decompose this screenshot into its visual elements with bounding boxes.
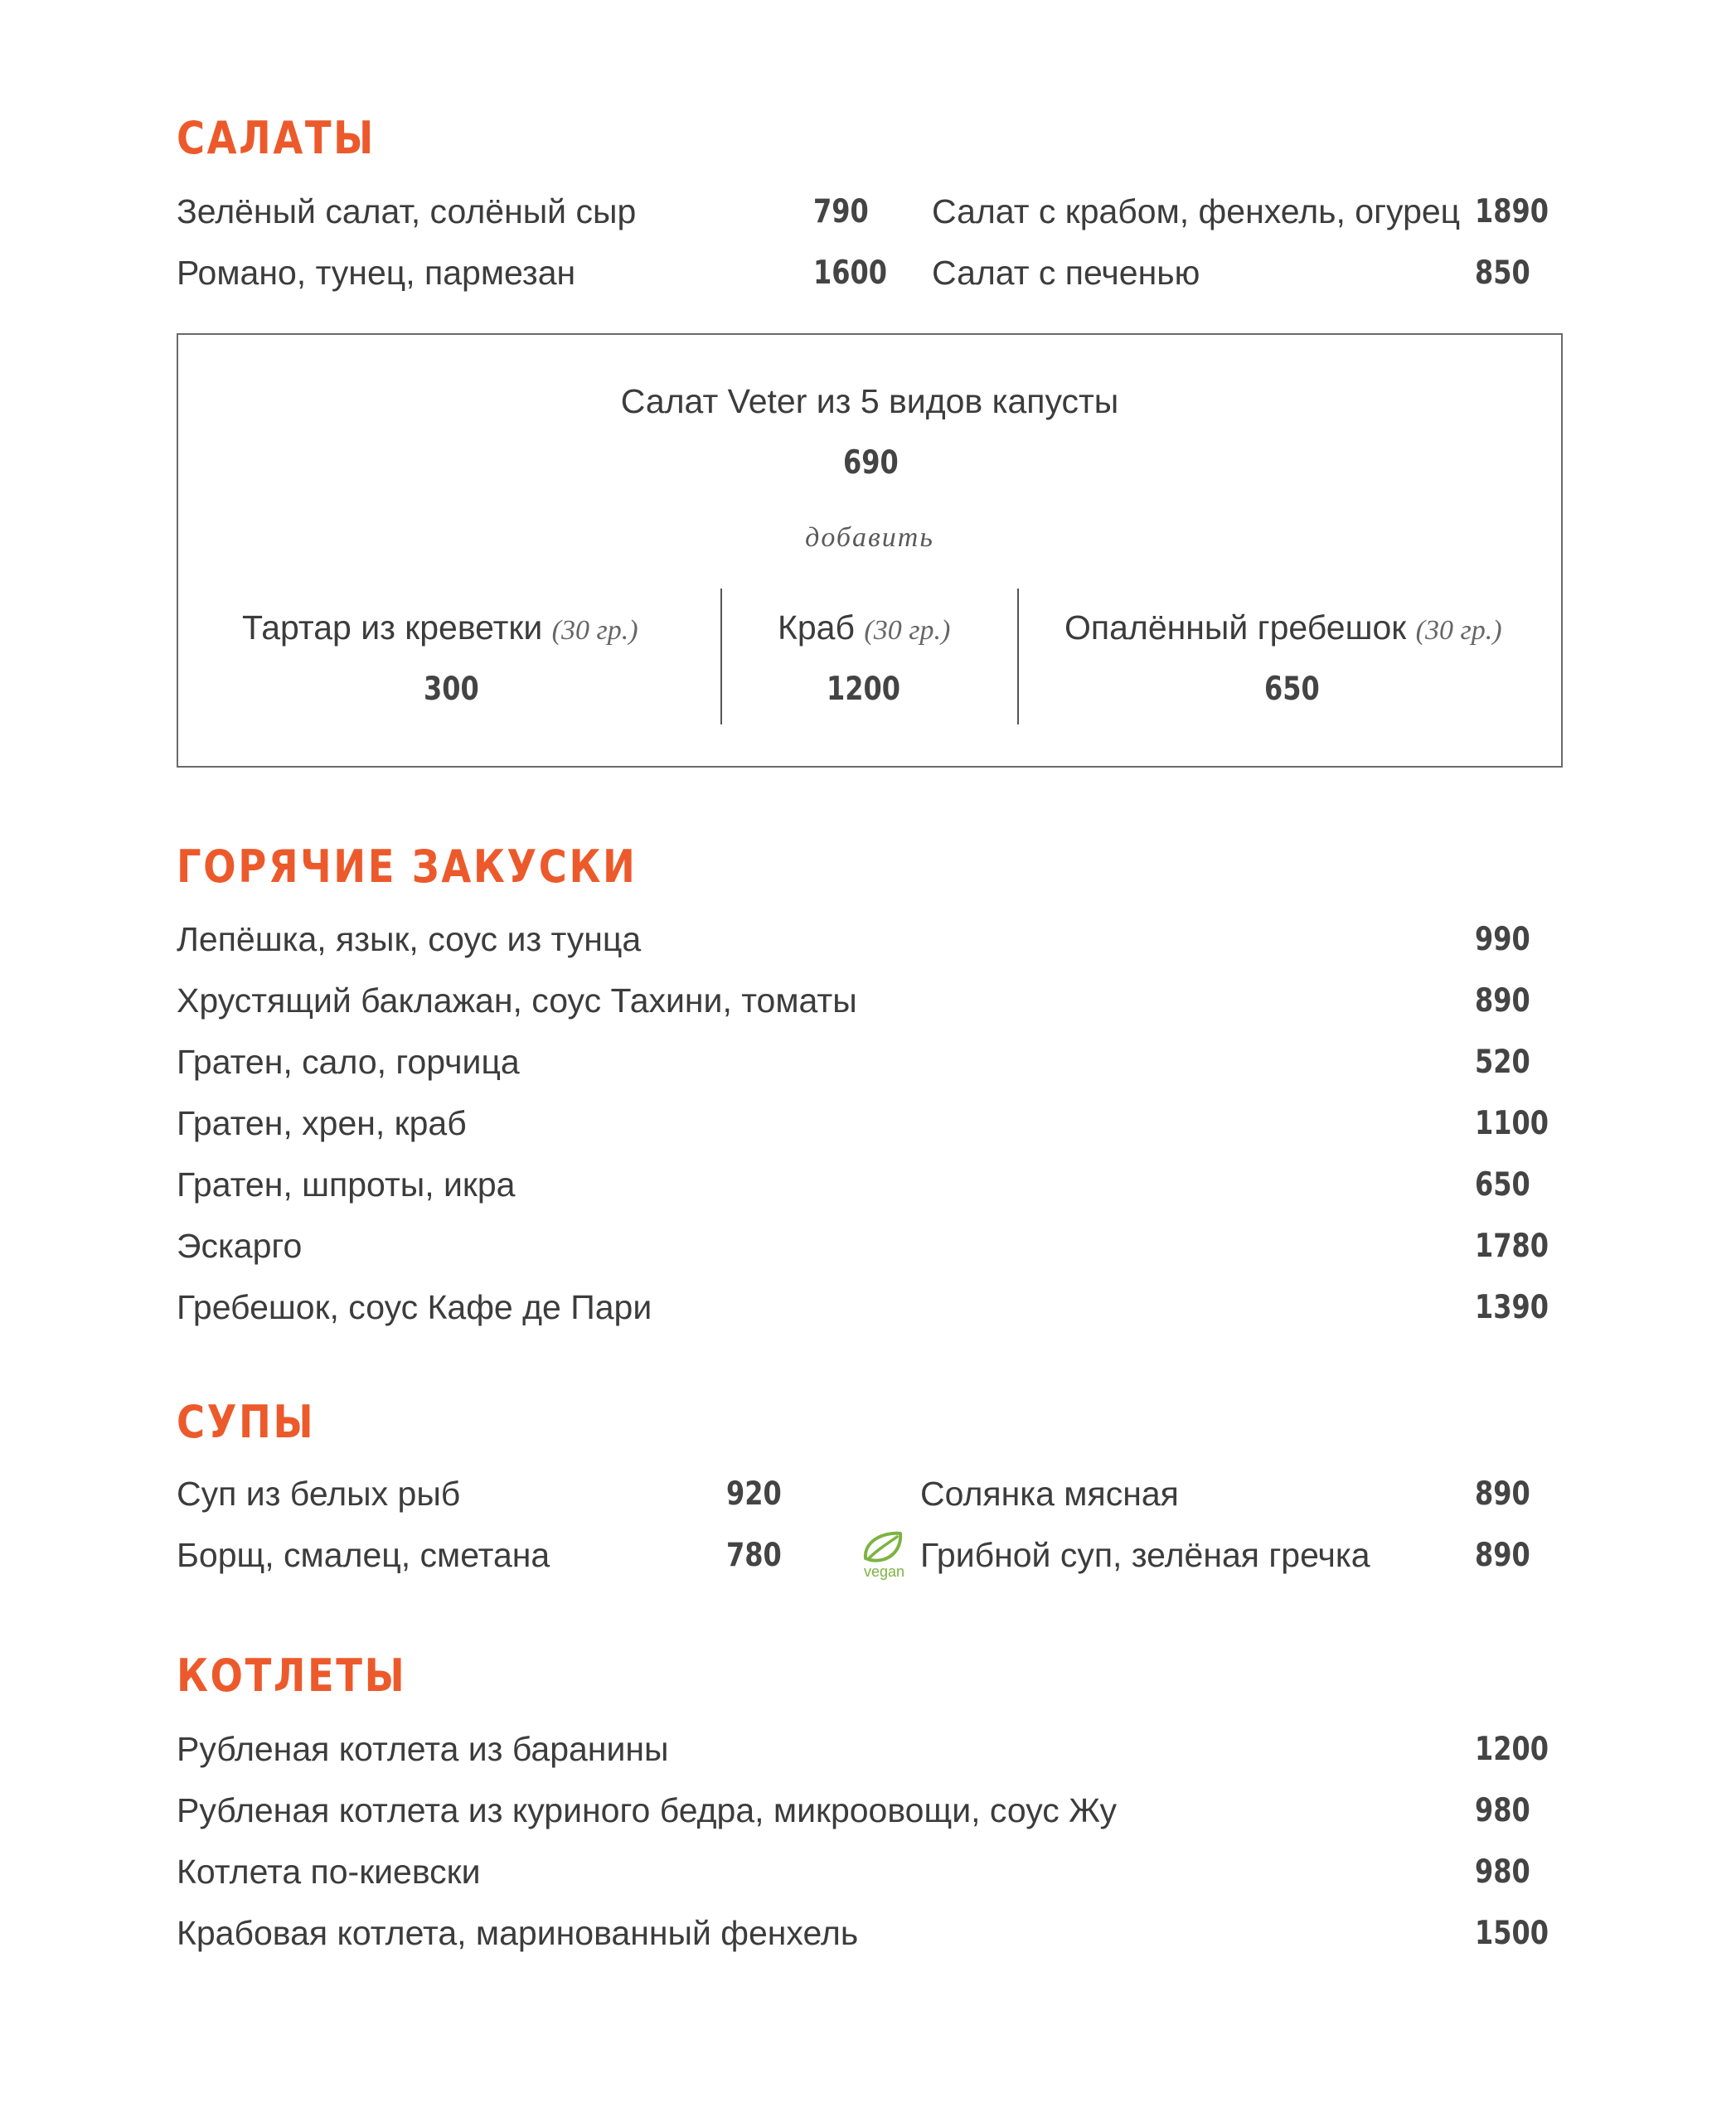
section-title-soups: СУПЫ	[177, 1396, 316, 1448]
addon-weight: (30 гр.)	[864, 615, 951, 646]
menu-item-name: Романо, тунец, пармезан	[177, 254, 576, 292]
menu-item-price: 1100	[1475, 1105, 1549, 1142]
addon-name: Краб	[778, 608, 855, 647]
section-title-cutlets: КОТЛЕТЫ	[177, 1650, 407, 1702]
menu-item-name: Гратен, шпроты, икра	[177, 1165, 516, 1204]
menu-item-name: Хрустящий баклажан, соус Тахини, томаты	[177, 981, 857, 1020]
section-title-salads: САЛАТЫ	[177, 112, 376, 164]
menu-item-price: 650	[1475, 1166, 1530, 1204]
addon-item	[778, 608, 951, 647]
menu-item-price: 1500	[1475, 1915, 1549, 1952]
vegan-label: vegan	[864, 1563, 905, 1580]
menu-item-price: 1780	[1475, 1228, 1549, 1265]
addon-divider	[720, 589, 722, 724]
menu-item-price: 890	[1475, 982, 1530, 1020]
menu-item-name: Гратен, сало, горчица	[177, 1043, 520, 1081]
menu-item-name: Суп из белых рыб	[177, 1475, 461, 1513]
menu-item-price: 980	[1475, 1853, 1530, 1891]
menu-item-price: 1890	[1475, 193, 1549, 230]
menu-item-price: 890	[1475, 1475, 1530, 1513]
addon-item	[242, 608, 638, 647]
addon-divider	[1017, 589, 1019, 724]
menu-item-price: 1390	[1475, 1289, 1549, 1326]
section-title-hot-starters: ГОРЯЧИЕ ЗАКУСКИ	[177, 841, 638, 893]
addon-weight: (30 гр.)	[1415, 615, 1502, 646]
menu-item-price: 890	[1475, 1537, 1530, 1574]
menu-item-name: Зелёный салат, солёный сыр	[177, 192, 637, 230]
menu-item-name: Гратен, хрен, краб	[177, 1104, 467, 1142]
menu-item-price: 790	[813, 193, 869, 230]
feature-salad-price: 690	[843, 444, 899, 482]
menu-item-name: Солянка мясная	[920, 1475, 1179, 1513]
menu-item-name: Салат с крабом, фенхель, огурец	[932, 192, 1461, 230]
menu-item-price: 1600	[813, 254, 888, 292]
addon-weight: (30 гр.)	[551, 615, 638, 646]
menu-item-price: 520	[1475, 1044, 1530, 1081]
menu-item-name: Эскарго	[177, 1227, 303, 1265]
addon-name: Тартар из креветки	[242, 608, 543, 647]
addon-label: добавить	[805, 522, 934, 553]
feature-salad-name: Салат Veter из 5 видов капусты	[620, 382, 1119, 420]
menu-item-name: Гребешок, соус Кафе де Пари	[177, 1288, 652, 1326]
menu-item-name: Крабовая котлета, маринованный фенхель	[177, 1914, 859, 1952]
menu-item-name: Салат с печенью	[932, 254, 1200, 292]
addon-price: 300	[424, 671, 479, 708]
addon-price: 650	[1264, 671, 1320, 708]
menu-item-price: 780	[726, 1537, 782, 1574]
menu-item-price: 850	[1475, 254, 1530, 292]
addon-name: Опалённый гребешок	[1064, 608, 1407, 647]
menu-item-name: Лепёшка, язык, соус из тунца	[177, 920, 642, 958]
menu-item-name: Рубленая котлета из куриного бедра, микроовощи, соус Жу	[177, 1791, 1118, 1829]
addon-price: 1200	[827, 671, 901, 708]
menu-item-name: Рубленая котлета из баранины	[177, 1730, 669, 1768]
addon-item	[1064, 608, 1502, 647]
menu-item-price: 990	[1475, 921, 1530, 958]
menu-item-price: 920	[726, 1475, 782, 1513]
menu-item-name: Борщ, смалец, сметана	[177, 1536, 550, 1574]
menu-item-price: 1200	[1475, 1731, 1549, 1768]
menu-item-price: 980	[1475, 1792, 1530, 1829]
menu-item-name: Грибной суп, зелёная гречка	[920, 1536, 1370, 1574]
menu-item-name: Котлета по-киевски	[177, 1853, 481, 1891]
